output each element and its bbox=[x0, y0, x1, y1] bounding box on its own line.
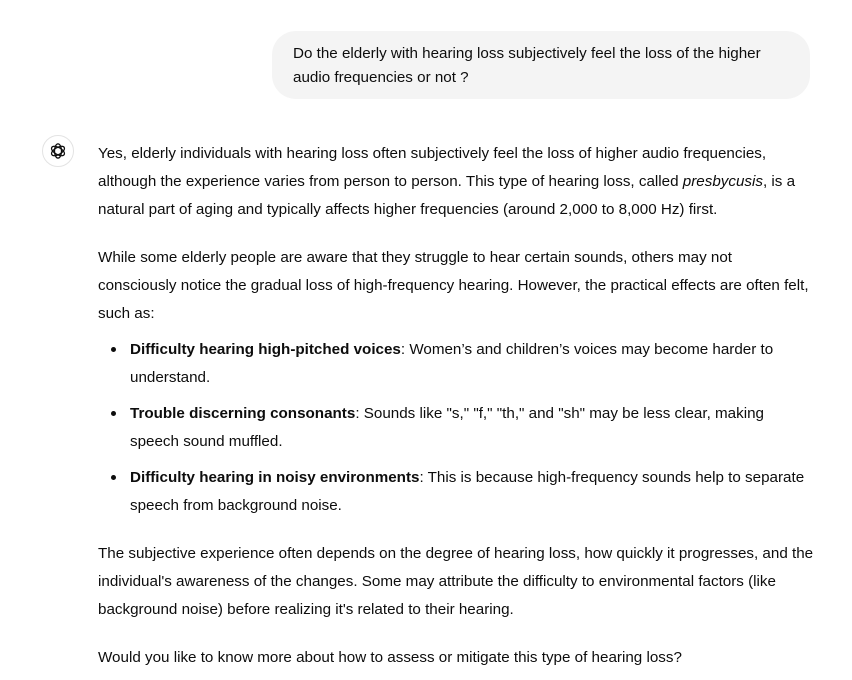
list-item-text: : Women’s and children’s voices may become harder to understand. bbox=[130, 341, 774, 386]
assistant-paragraph-2: While some elderly people are aware that they struggle to hear certain sounds, others may not consciously notice the gradual loss of high-frequency hearing. However, the practical effects are often felt, such as: bbox=[98, 249, 809, 322]
list-item-title: Trouble discerning consonants bbox=[130, 405, 356, 422]
p1-after: , is a natural part of aging and typically affects higher frequencies (around 2,000 to 8,000 Hz) first. bbox=[98, 173, 796, 218]
effects-list bbox=[98, 336, 814, 520]
list-item bbox=[130, 336, 814, 392]
user-message-text: Do the elderly with hearing loss subjectively feel the loss of the higher audio frequencies or not ? bbox=[293, 45, 761, 86]
list-item-title: Difficulty hearing high-pitched voices bbox=[130, 341, 401, 358]
p1-term: presbycusis bbox=[682, 173, 763, 190]
list-item-text: : This is because high-frequency sounds help to separate speech from background noise. bbox=[130, 469, 805, 514]
p1-before: Yes, elderly individuals with hearing loss often subjectively feel the loss of higher audio frequencies, although the experience varies from person to person. This type of hearing loss, called bbox=[98, 145, 767, 190]
bullet-dot-icon bbox=[111, 347, 116, 352]
list-item bbox=[130, 400, 814, 456]
assistant-message bbox=[98, 140, 814, 672]
assistant-paragraph-3: The subjective experience often depends on the degree of hearing loss, how quickly it progresses, and the individual's awareness of the changes. Some may attribute the difficulty to environmental factors (like background noise) before realizing it's related to their hearing. bbox=[98, 545, 814, 618]
assistant-avatar bbox=[42, 135, 74, 167]
bullet-dot-icon bbox=[111, 411, 116, 416]
list-item-title: Difficulty hearing in noisy environments bbox=[130, 469, 420, 486]
assistant-paragraph-4: Would you like to know more about how to assess or mitigate this type of hearing loss? bbox=[98, 649, 682, 666]
list-item bbox=[130, 464, 814, 520]
bullet-dot-icon bbox=[111, 475, 116, 480]
openai-logo-icon bbox=[48, 141, 68, 161]
user-message-bubble bbox=[272, 31, 810, 99]
assistant-paragraph-1 bbox=[98, 140, 814, 224]
list-item-text: : Sounds like "s," "f," "th," and "sh" may be less clear, making speech sound muffled. bbox=[130, 405, 764, 450]
